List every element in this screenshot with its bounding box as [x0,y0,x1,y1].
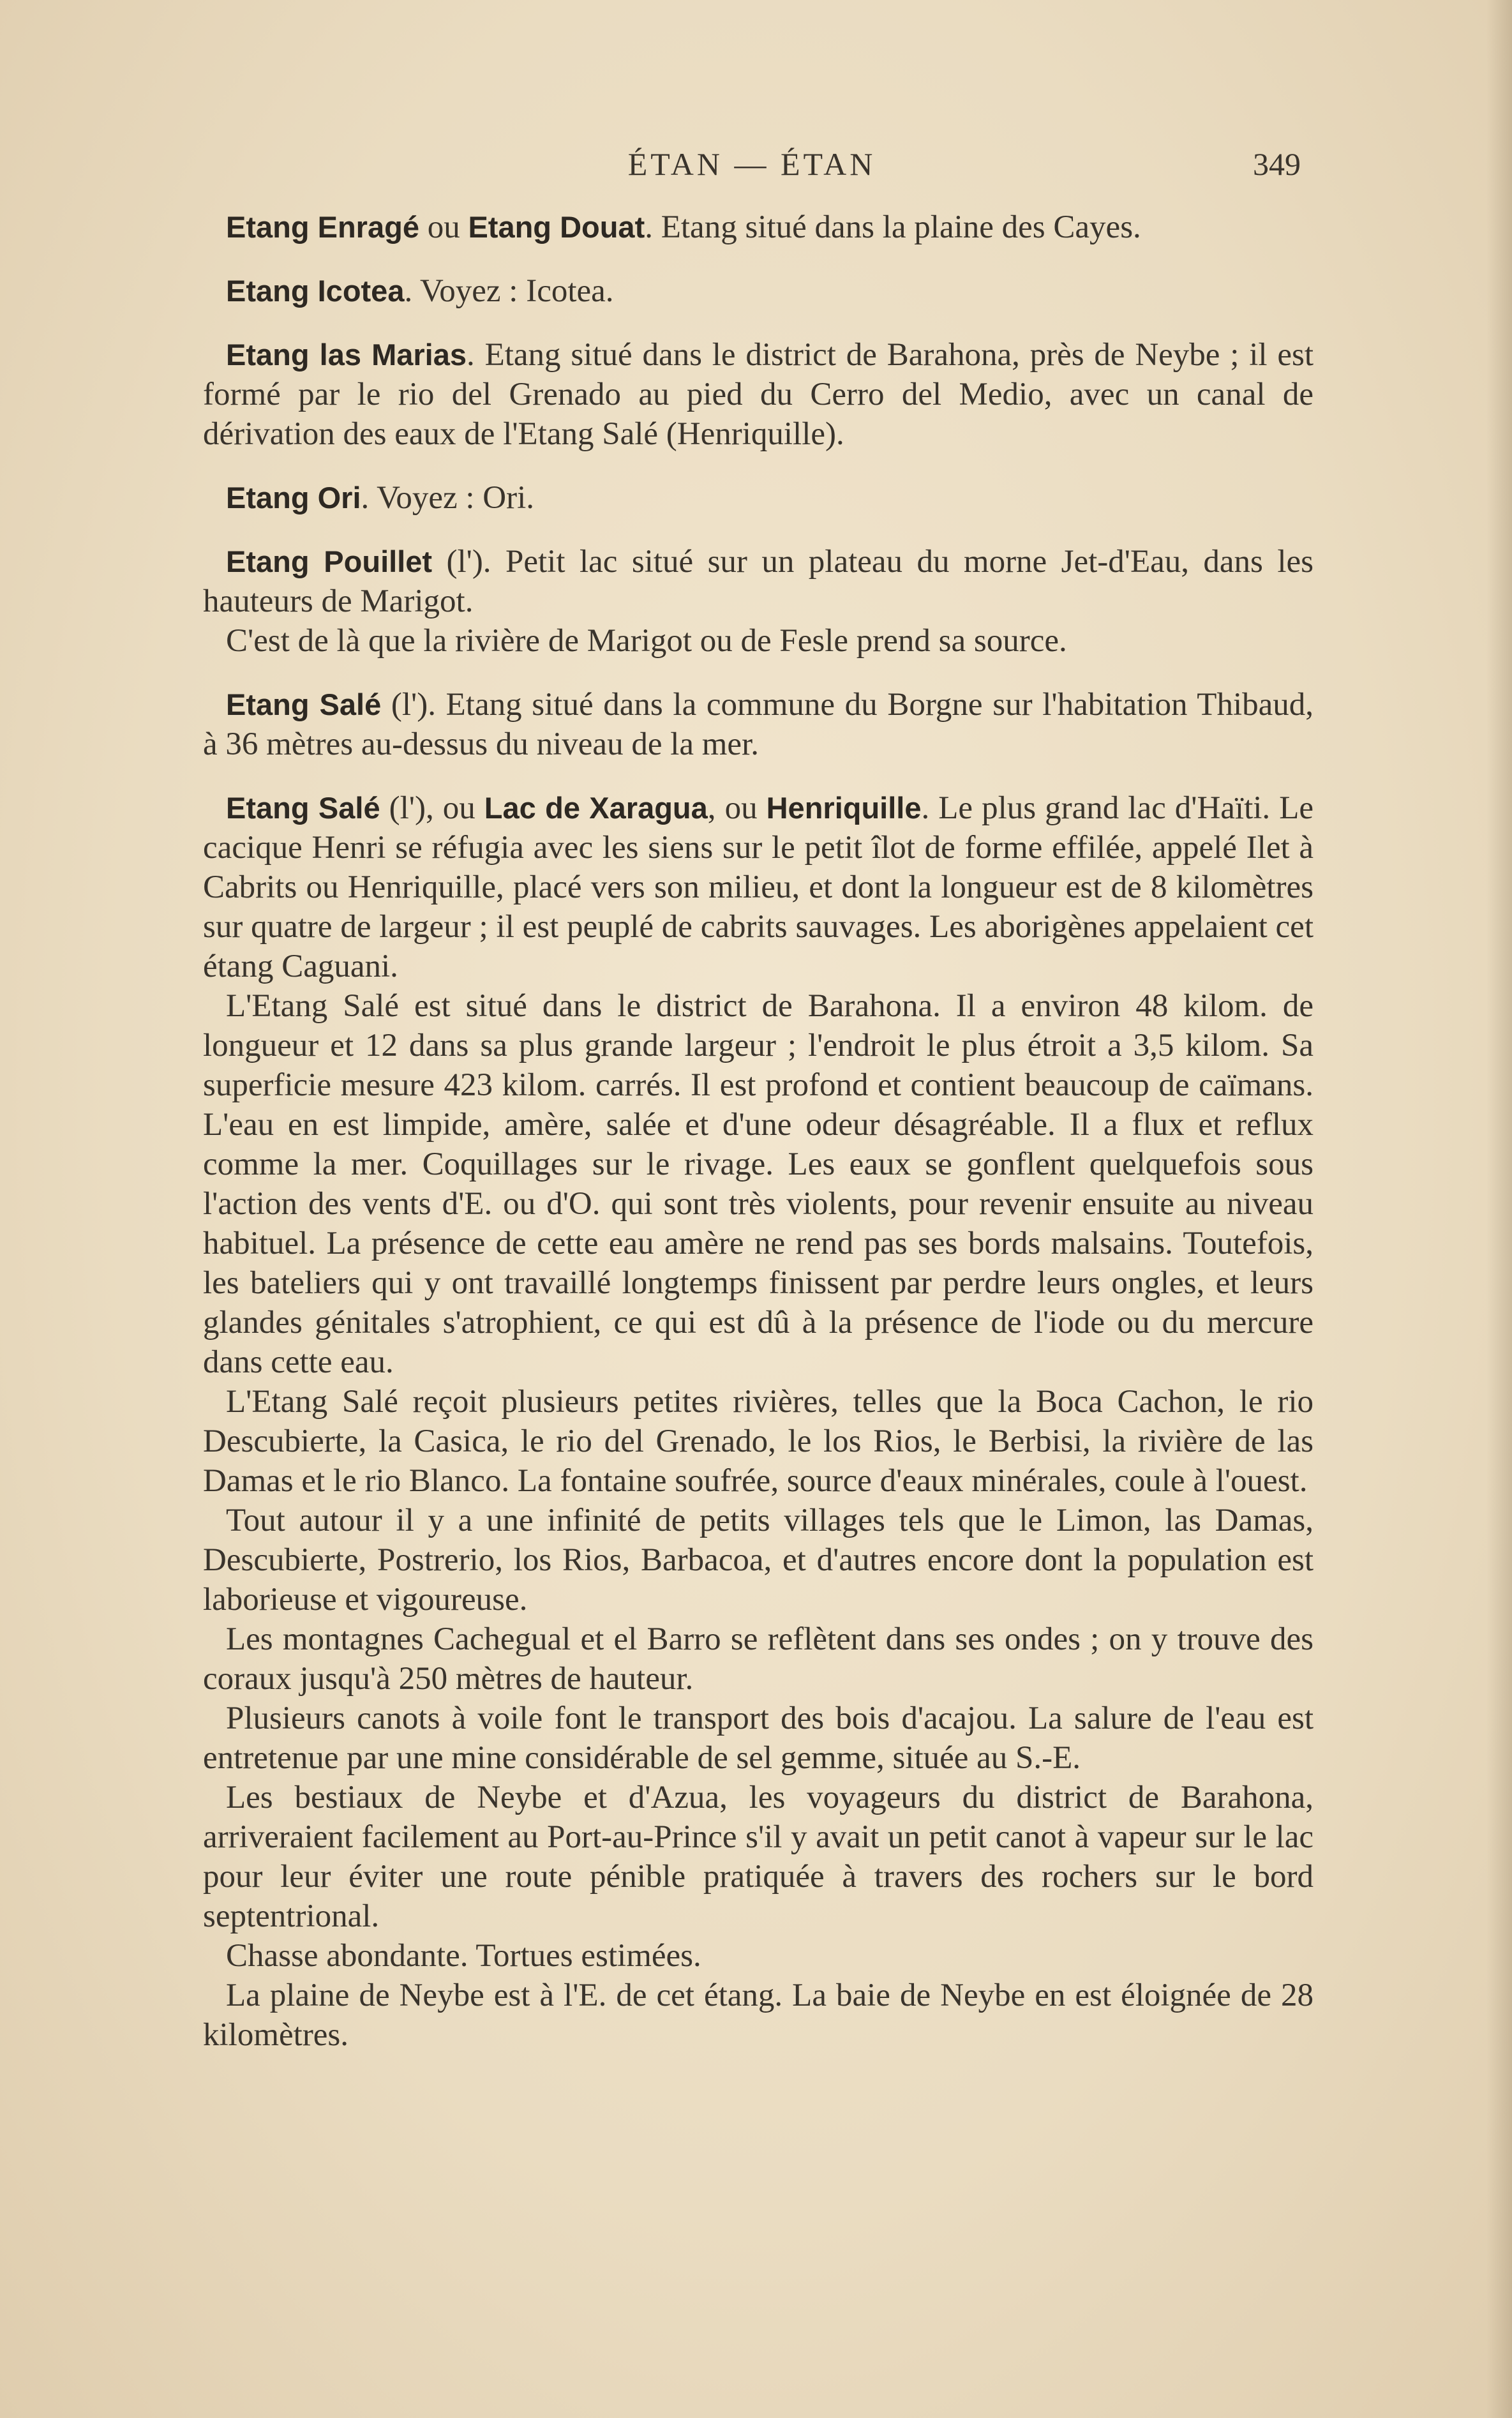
headword: Etang Pouillet [226,544,433,578]
paragraph: Les montagnes Cachegual et el Barro se reflètent dans ses ondes ; on y trouve des coraux jusqu'à 250 mètres de hauteur. [203,1621,1314,1697]
headword-alt: Lac de Xaragua [484,791,708,825]
entry-connector: (l'), ou [380,790,484,826]
page-header [203,146,1301,197]
paragraph: Chasse abondante. Tortues estimées. [226,1938,701,1974]
headword: Etang Ori [226,481,361,514]
headword: Etang Enragé [226,210,419,244]
entry-text: . Voyez : Ori. [361,480,535,516]
paragraph: L'Etang Salé est situé dans le district de Barahona. Il a environ 48 kilom. de longueur et 12 dans sa plus grande largeur ; l'endroit le plus étroit a 3,5 kilom. Sa superficie mesure 423 kilom. carrés. Il est profond et contient beaucoup de caïmans. L'eau en est limpide, amère, salée et d'une odeur désagréable. Il a flux et reflux comme la mer. Coquillages sur le rivage. Les eaux se gonflent quelquefois sous l'action des vents d'E. ou d'O. qui sont très violents, pour revenir ensuite au niveau habituel. La présence de cette eau amère ne rend pas ses bords malsains. Toutefois, les bateliers qui y ont travaillé longtemps finissent par perdre leurs ongles, et leurs glandes génitales s'atrophient, ce qui est dû à la présence de l'iode ou du mercure dans cette eau. [203,988,1314,1380]
entry-text: (l'). Etang situé dans la commune du Borgne sur l'habitation Thibaud, à 36 mètres au-dessus du niveau de la mer. [203,687,1314,762]
entry-text: . Voyez : Icotea. [404,273,614,309]
headword: Etang Salé [226,791,380,825]
entry-connector: , ou [707,790,767,826]
headword-alt: Henriquille [766,791,922,825]
entry-etang-icotea [203,271,1314,311]
page-edge-shadow [1486,0,1512,2418]
entry-text: (l'). Petit lac situé sur un plateau du morne Jet-d'Eau, dans les hauteurs de Marigot. [203,544,1314,619]
running-title: ÉTAN — ÉTAN [627,146,876,182]
paragraph: L'Etang Salé reçoit plusieurs petites rivières, telles que la Boca Cachon, le rio Descubierte, la Casica, le rio del Grenado, le los Rios, le Berbisi, la rivière de las Damas et le rio Blanco. La fontaine soufrée, source d'eaux minérales, coule à l'ouest. [203,1384,1314,1499]
entry-text: . Le plus grand lac d'Haïti. Le cacique Henri se réfugia avec les siens sur le petit îlot de forme effilée, appelé Ilet à Cabrits ou Henriquille, placé vers son milieu, et dont la longueur est de 8 kilomètres sur quatre de largeur ; il est peuplé de cabrits sauvages. Les aborigènes appelaient cet étang Caguani. [203,790,1314,984]
entry-etang-pouillet [203,542,1314,621]
headword: Etang Salé [226,687,382,721]
paragraph: Les bestiaux de Neybe et d'Azua, les voyageurs du district de Barahona, arriveraient facilement au Port-au-Prince s'il y avait un petit canot à vapeur sur le lac pour leur éviter une route pénible pratiquée à travers des rochers sur le bord septentrional. [203,1780,1314,1934]
entry-text: . Etang situé dans le district de Barahona, près de Neybe ; il est formé par le rio del Grenado au pied du Cerro del Medio, avec un canal de dérivation des eaux de l'Etang Salé (Henriquille). [203,337,1314,452]
entry-etang-pouillet-paragraph: C'est de là que la rivière de Marigot ou de Fesle prend sa source. [226,623,1067,659]
headword: Etang Icotea [226,274,405,308]
headword: Etang las Marias [226,338,467,372]
entry-etang-enrage [203,207,1314,247]
entry-etang-las-marias [203,335,1314,454]
entry-etang-ori [203,478,1314,518]
paragraph: La plaine de Neybe est à l'E. de cet étang. La baie de Neybe en est éloignée de 28 kilomètres. [203,1978,1314,2053]
headword-alt: Etang Douat [468,210,645,244]
paragraph: Tout autour il y a une infinité de petits villages tels que le Limon, las Damas, Descubierte, Postrerio, los Rios, Barbacoa, et d'autres encore dont la population est laborieuse et vigoureuse. [203,1503,1314,1618]
paragraph: Plusieurs canots à voile font le transport des bois d'acajou. La salure de l'eau est entretenue par une mine considérable de sel gemme, située au S.-E. [203,1701,1314,1776]
page-number: 349 [1253,146,1301,182]
dictionary-body [203,207,1314,2055]
entry-text: . Etang situé dans la plaine des Cayes. [645,209,1141,245]
entry-etang-sale-henriquille [203,788,1314,986]
entry-connector: ou [419,209,468,245]
entry-etang-sale-borgne [203,685,1314,764]
